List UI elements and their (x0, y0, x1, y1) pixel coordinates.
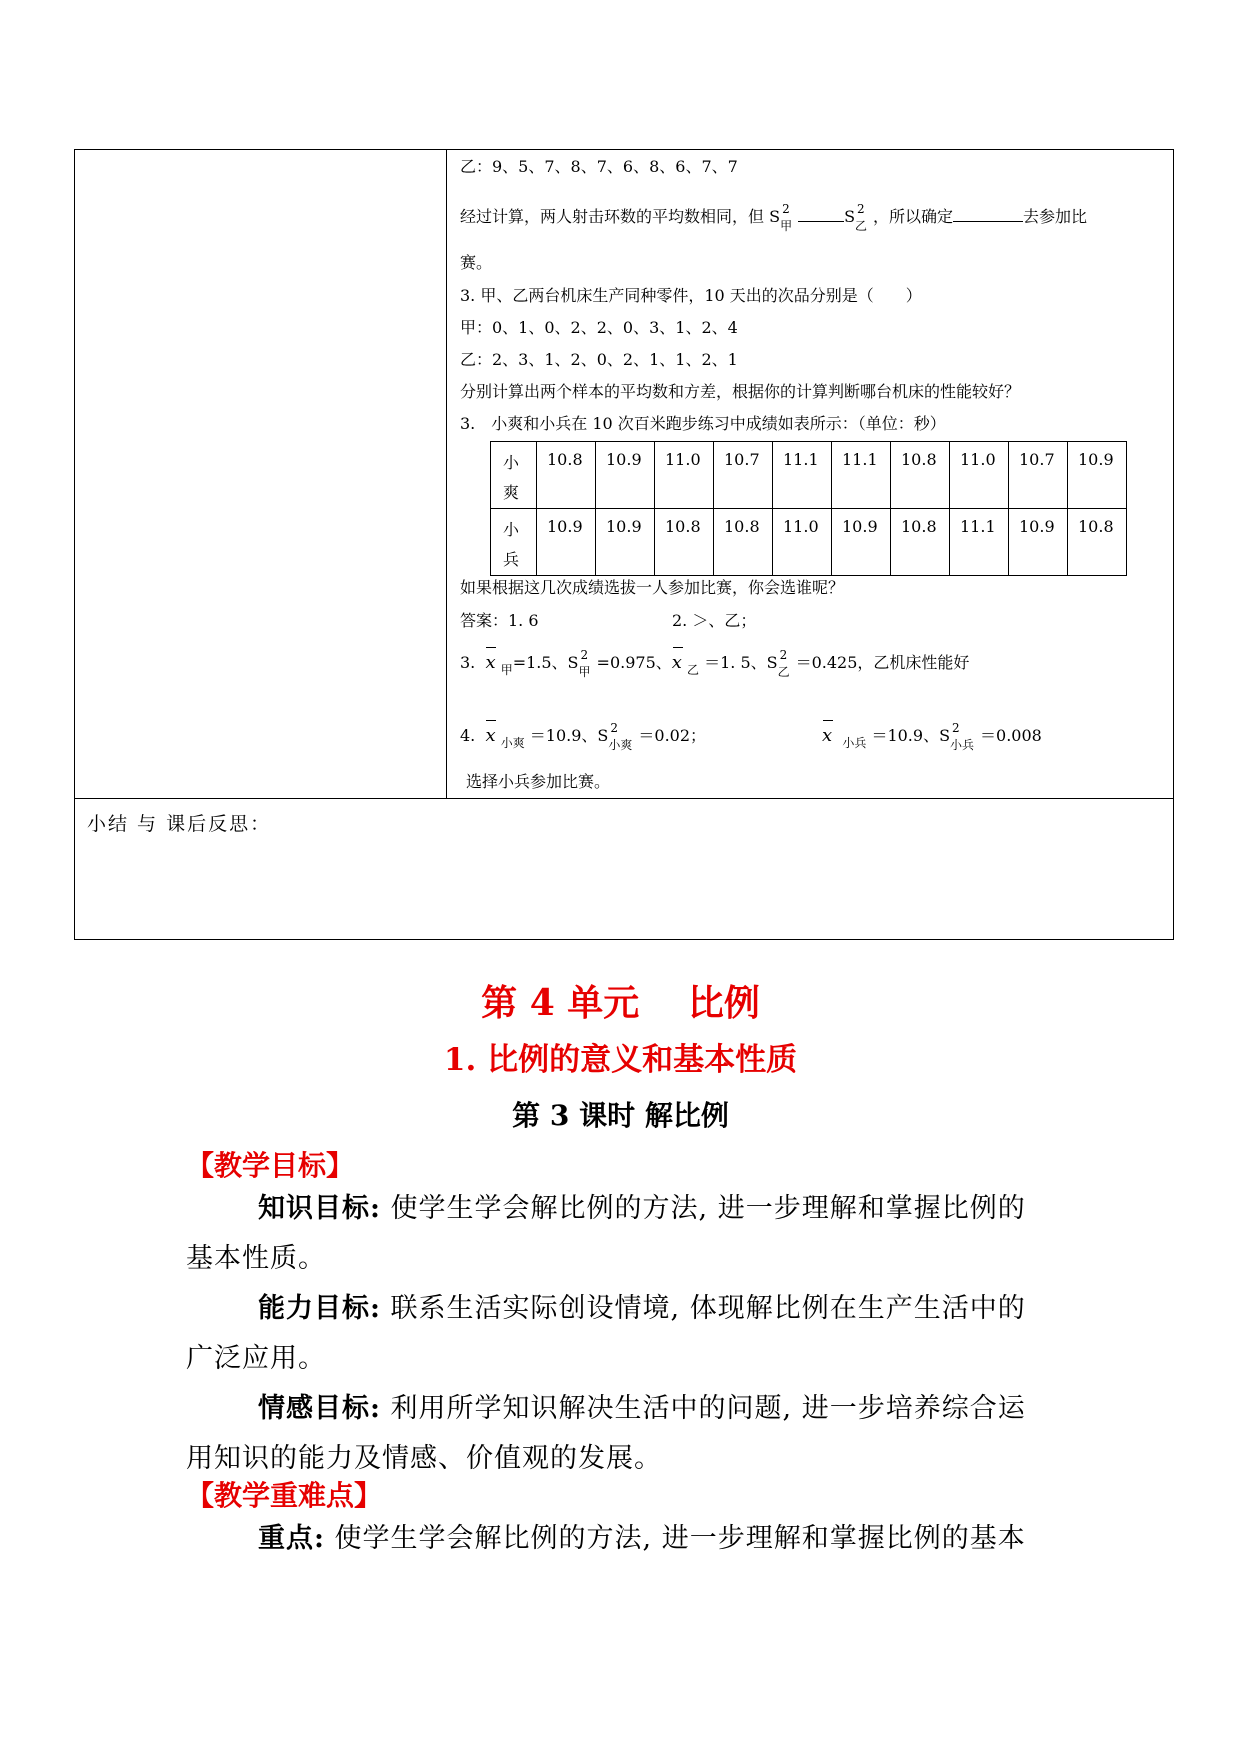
score-cell: 10.8 (891, 442, 950, 509)
sub: 乙 (687, 663, 700, 677)
row-name: 小 兵 (491, 509, 537, 576)
score-cell: 11.0 (655, 442, 714, 509)
answer-4b (822, 720, 1042, 752)
lesson-title: 第 3 课时 解比例 (512, 1099, 729, 1132)
exercise-line: 分别计算出两个样本的平均数和方差，根据你的计算判断哪台机床的性能较好？ (460, 382, 1021, 401)
score-cell: 10.9 (1068, 442, 1127, 509)
score-cell: 10.8 (537, 442, 596, 509)
answer-1: 答案：1. 6 (460, 611, 539, 630)
objectives-heading: 【教学目标】 (186, 1149, 355, 1182)
sup: 2 (952, 720, 960, 735)
superscript-subscript (950, 720, 980, 752)
score-cell: 10.9 (596, 442, 655, 509)
superscript-subscript (780, 201, 798, 233)
sup: 2 (782, 201, 790, 216)
text: S (844, 207, 856, 226)
score-cell: 10.7 (1009, 442, 1068, 509)
superscript-subscript (855, 201, 873, 233)
emotion-objective (186, 1384, 1048, 1484)
exercise-line: 3. 甲、乙两台机床生产同种零件，10 天出的次品分别是（ ） (460, 286, 922, 305)
exercise-line: 如果根据这几次成绩选拔一人参加比赛，你会选谁呢？ (460, 578, 845, 597)
answer-4 (460, 720, 707, 752)
text: 经过计算，两人射击环数的平均数相同，但 S (460, 207, 781, 226)
text: ＝1. 5、S (704, 653, 778, 672)
score-table (490, 441, 1127, 576)
mean-x: x (822, 725, 833, 746)
answer-blank[interactable] (953, 205, 1023, 222)
label: 知识目标: (258, 1193, 381, 1224)
exercise-line: 乙：2、3、1、2、0、2、1、1、2、1 (460, 350, 738, 369)
text: 使学生学会解比例的方法, 进一步理解和掌握比例的基本 (324, 1523, 1026, 1554)
text: 联系生活实际创设情境, 体现解比例在生产生活中的广泛应用。 (186, 1293, 1026, 1374)
text: ＝10.9、S (529, 726, 609, 745)
row-name: 小 爽 (491, 442, 537, 509)
section-title: 1. 比例的意义和基本性质 (443, 1042, 798, 1078)
exercise-line: 3. 小爽和小兵在 10 次百米跑步练习中成绩如表所示：（单位：秒） (460, 414, 946, 433)
sup: 2 (779, 647, 788, 662)
exercise-line-variance (460, 201, 1088, 233)
key-point (186, 1514, 1048, 1564)
superscript-subscript (578, 647, 597, 679)
mean-x: x (485, 725, 496, 746)
knowledge-objective (186, 1184, 1048, 1284)
text: 使学生学会解比例的方法, 进一步理解和掌握比例的基本性质。 (186, 1193, 1026, 1274)
mean-x: x (485, 652, 496, 673)
score-cell: 11.1 (950, 509, 1009, 576)
score-cell: 10.9 (537, 509, 596, 576)
score-cell: 11.1 (773, 442, 832, 509)
score-cell: 10.9 (1009, 509, 1068, 576)
sub: 小兵 (842, 736, 867, 750)
score-cell: 10.8 (655, 509, 714, 576)
keypoints-heading: 【教学重难点】 (186, 1479, 383, 1512)
text: ＝10.9、S (871, 726, 951, 745)
sup: 2 (610, 720, 619, 735)
sub: 乙 (855, 218, 868, 233)
score-cell: 10.9 (832, 509, 891, 576)
score-cell: 11.0 (950, 442, 1009, 509)
text: 4. (460, 726, 476, 745)
exercise-line: 乙：9、5、7、8、7、6、8、6、7、7 (460, 157, 738, 176)
text: =0.975、 (596, 653, 672, 672)
score-cell: 11.1 (832, 442, 891, 509)
table-row (491, 509, 1127, 576)
text: ＝0.425，乙机床性能好 (795, 653, 970, 672)
score-cell: 10.8 (1068, 509, 1127, 576)
sup: 2 (580, 647, 589, 662)
sub: 小兵 (950, 737, 975, 752)
answer-blank[interactable] (798, 205, 844, 222)
summary-row (75, 798, 1173, 940)
text: 3. (460, 653, 476, 672)
unit-title: 第 4 单元 比例 (481, 982, 760, 1024)
sub: 乙 (777, 664, 790, 679)
superscript-subscript (608, 720, 638, 752)
text: ＝0.008 (980, 726, 1042, 745)
answer-2: 2. ＞、乙； (672, 611, 757, 630)
label: 能力目标: (258, 1293, 381, 1324)
text: ＝0.02； (638, 726, 707, 745)
superscript-subscript (777, 647, 796, 679)
sub: 甲 (780, 218, 793, 233)
text: ，所以确定 (873, 207, 954, 226)
sub: 甲 (578, 664, 591, 679)
mean-x: x (671, 652, 682, 673)
ability-objective (186, 1284, 1048, 1384)
exercise-line: 赛。 (460, 253, 493, 272)
table-row (491, 442, 1127, 509)
left-cell (75, 150, 447, 798)
text: =1.5、S (512, 653, 579, 672)
label: 情感目标: (258, 1393, 381, 1424)
score-cell: 10.8 (891, 509, 950, 576)
text: 利用所学知识解决生活中的问题, 进一步培养综合运用知识的能力及情感、价值观的发展。 (186, 1393, 1026, 1474)
sub: 小爽 (500, 736, 525, 750)
score-cell: 10.7 (714, 442, 773, 509)
label: 重点: (258, 1523, 325, 1554)
score-cell: 10.8 (714, 509, 773, 576)
answer-3 (460, 647, 970, 679)
answer-5: 选择小兵参加比赛。 (466, 772, 611, 791)
score-cell: 11.0 (773, 509, 832, 576)
exercise-line: 甲：0、1、0、2、2、0、3、1、2、4 (460, 318, 738, 337)
sup: 2 (857, 201, 865, 216)
text: 去参加比 (1023, 207, 1088, 226)
summary-label: 小结 与 课后反思： (87, 813, 272, 835)
score-cell: 10.9 (596, 509, 655, 576)
sub: 小爽 (608, 737, 633, 752)
sub: 甲 (500, 663, 513, 677)
